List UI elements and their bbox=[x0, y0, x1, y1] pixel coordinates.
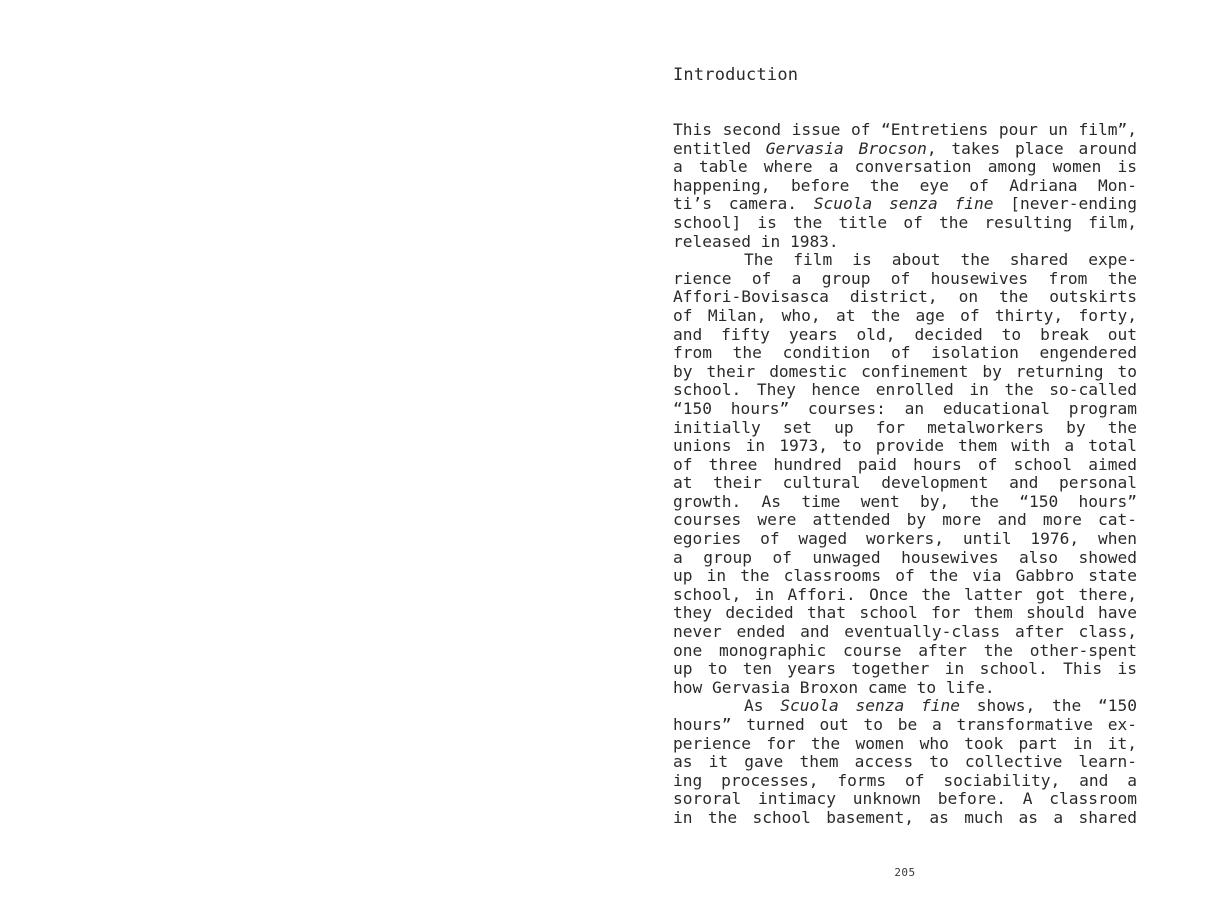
text-line bbox=[673, 233, 1137, 252]
text-line bbox=[673, 511, 1137, 530]
text-segment: school. They hence enrolled in the so-called bbox=[673, 380, 1137, 400]
text-line bbox=[673, 456, 1137, 475]
text-segment: from the condition of isolation engendered bbox=[673, 343, 1137, 363]
text-segment: a group of unwaged housewives also showed bbox=[673, 547, 1137, 567]
paragraph bbox=[673, 251, 1137, 697]
right-page bbox=[603, 0, 1206, 904]
text-line bbox=[673, 158, 1137, 177]
text-line bbox=[673, 790, 1137, 809]
text-line bbox=[673, 567, 1137, 586]
text-segment: ti’s camera. bbox=[673, 194, 814, 214]
text-segment: of Milan, who, at the age of thirty, forty, bbox=[673, 305, 1137, 325]
text-segment: and fifty years old, decided to break out bbox=[673, 324, 1137, 344]
text-line bbox=[673, 642, 1137, 661]
text-segment: rience of a group of housewives from the bbox=[673, 268, 1137, 288]
body-text bbox=[673, 121, 1137, 828]
text-segment: egories of waged workers, until 1976, when bbox=[673, 529, 1137, 549]
text-segment: one monographic course after the other-spent bbox=[673, 640, 1137, 660]
text-line bbox=[673, 251, 1137, 270]
text-line bbox=[673, 697, 1137, 716]
text-line bbox=[673, 679, 1137, 698]
text-segment: of three hundred paid hours of school aimed bbox=[673, 454, 1137, 474]
text-segment: never ended and eventually-class after class, bbox=[673, 622, 1137, 642]
text-line bbox=[673, 400, 1137, 419]
italic-segment: Scuola senza fine bbox=[780, 696, 960, 716]
paragraph bbox=[673, 121, 1137, 251]
text-segment: school, in Affori. Once the latter got there, bbox=[673, 584, 1137, 604]
italic-segment: Gervasia Brocson bbox=[765, 138, 927, 158]
text-segment: “150 hours” courses: an educational program bbox=[673, 398, 1137, 418]
text-segment: at their cultural development and personal bbox=[673, 473, 1137, 493]
text-segment: ing processes, forms of sociability, and a bbox=[673, 770, 1137, 790]
text-line bbox=[673, 772, 1137, 791]
text-line bbox=[673, 549, 1137, 568]
text-segment: as it gave them access to collective learn- bbox=[673, 752, 1137, 772]
text-segment: sororal intimacy unknown before. A classroom bbox=[673, 789, 1137, 809]
text-segment: Affori-Bovisasca district, on the outskirts bbox=[673, 287, 1137, 307]
text-segment: entitled bbox=[673, 138, 766, 158]
text-line bbox=[673, 288, 1137, 307]
text-line bbox=[673, 623, 1137, 642]
text-segment: a table where a conversation among women is bbox=[673, 157, 1137, 177]
text-line bbox=[673, 437, 1137, 456]
text-line bbox=[673, 270, 1137, 289]
text-line bbox=[673, 140, 1137, 159]
page-number: 205 bbox=[894, 866, 916, 879]
text-segment: unions in 1973, to provide them with a total bbox=[673, 436, 1137, 456]
text-segment: The film is about the shared expe- bbox=[744, 250, 1137, 270]
text-segment: school] is the title of the resulting film, bbox=[673, 212, 1137, 232]
text-line bbox=[673, 307, 1137, 326]
text-line bbox=[673, 195, 1137, 214]
text-segment: happening, before the eye of Adriana Mon- bbox=[673, 175, 1137, 195]
paragraph bbox=[673, 697, 1137, 827]
text-line bbox=[673, 214, 1137, 233]
text-segment: released in 1983. bbox=[673, 231, 839, 251]
text-segment: by their domestic confinement by returning to bbox=[673, 361, 1137, 381]
text-segment: up to ten years together in school. This is bbox=[673, 659, 1137, 679]
text-line bbox=[673, 344, 1137, 363]
text-line bbox=[673, 809, 1137, 828]
text-segment: up in the classrooms of the via Gabbro state bbox=[673, 566, 1137, 586]
text-segment: courses were attended by more and more cat- bbox=[673, 510, 1137, 530]
text-segment: [never-ending bbox=[993, 194, 1137, 214]
text-segment: in the school basement, as much as a shared bbox=[673, 807, 1137, 827]
text-line bbox=[673, 586, 1137, 605]
text-segment: initially set up for metalworkers by the bbox=[673, 417, 1137, 437]
text-segment: hours” turned out to be a transformative ex- bbox=[673, 715, 1137, 734]
text-line bbox=[673, 716, 1137, 735]
text-line bbox=[673, 660, 1137, 679]
text-line bbox=[673, 604, 1137, 623]
italic-segment: Scuola senza fine bbox=[813, 194, 994, 214]
text-segment: how Gervasia Broxon came to life. bbox=[673, 677, 995, 697]
text-line bbox=[673, 419, 1137, 438]
text-line bbox=[673, 530, 1137, 549]
text-line bbox=[673, 753, 1137, 772]
text-line bbox=[673, 474, 1137, 493]
text-segment: they decided that school for them should have bbox=[673, 603, 1137, 623]
text-line bbox=[673, 381, 1137, 400]
text-segment: shows, the “150 bbox=[959, 696, 1137, 716]
section-title: Introduction bbox=[673, 65, 799, 85]
text-segment: , takes place around bbox=[926, 138, 1137, 158]
text-line bbox=[673, 493, 1137, 512]
text-segment: perience for the women who took part in it, bbox=[673, 733, 1137, 753]
text-line bbox=[673, 735, 1137, 754]
text-segment: growth. As time went by, the “150 hours” bbox=[673, 491, 1137, 511]
text-line bbox=[673, 121, 1137, 140]
text-line bbox=[673, 177, 1137, 196]
text-line bbox=[673, 363, 1137, 382]
text-line bbox=[673, 326, 1137, 345]
text-segment: This second issue of “Entretiens pour un film”, bbox=[673, 120, 1137, 139]
text-segment: As bbox=[744, 696, 781, 716]
